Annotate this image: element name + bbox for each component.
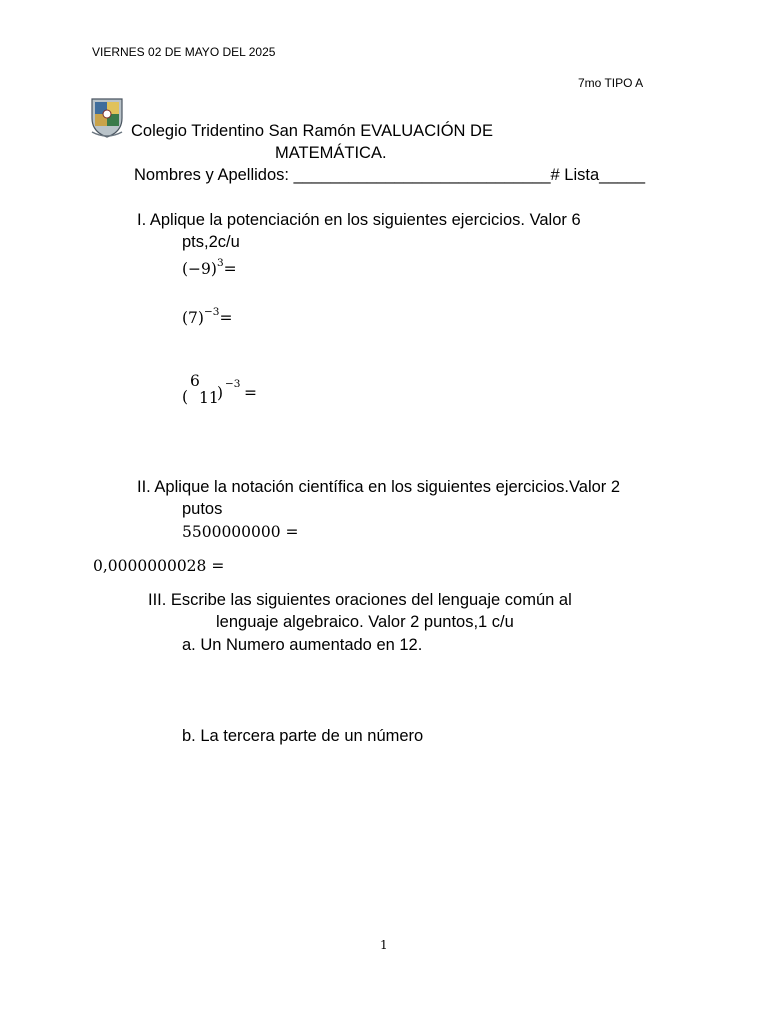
section3-heading-cont: lenguaje algebraico. Valor 2 puntos,1 c/u (216, 613, 514, 631)
scientific-exercise-2: 0,0000000028 = (93, 557, 225, 575)
school-title-line2: MATEMÁTICA. (275, 144, 387, 162)
fraction-denominator: 11 (199, 389, 219, 407)
date-header: VIERNES 02 DE MAYO DEL 2025 (92, 45, 276, 59)
fraction-equals: = (244, 384, 257, 402)
section2-heading: II. Aplique la notación científica en los siguientes ejercicios.Valor 2 (137, 478, 621, 496)
school-title-line1: Colegio Tridentino San Ramón EVALUACIÓN DE (131, 122, 493, 140)
fraction-numerator: 6 (190, 372, 200, 390)
fraction-open-paren: ( (182, 388, 189, 406)
power-exercise-3-fraction (182, 372, 292, 412)
names-label: Nombres y Apellidos: (134, 166, 294, 184)
section3-item-a: a. Un Numero aumentado en 12. (182, 636, 423, 654)
power-exercise-2: $(7)^{-3}=$ (182, 306, 233, 328)
power-exercise-1: $(-9)^3=$ (182, 257, 237, 279)
list-blank[interactable]: _____ (599, 166, 646, 184)
section3-heading: III. Escribe las siguientes oraciones del lenguaje común al (148, 591, 572, 609)
group-label: 7mo TIPO A (578, 76, 644, 90)
student-info-line (134, 166, 645, 185)
fraction-exponent: −3 (225, 378, 241, 390)
fraction-close-paren: ) (217, 384, 224, 402)
section1-heading-cont: pts,2c/u (182, 233, 240, 251)
section3-item-b: b. La tercera parte de un número (182, 727, 424, 745)
names-blank[interactable]: ____________________________ (293, 166, 551, 184)
section2-heading-cont: putos (182, 500, 223, 518)
page-number: 1 (380, 938, 388, 952)
list-label: # Lista (550, 166, 600, 184)
section1-heading: I. Aplique la potenciación en los siguientes ejercicios. Valor 6 (137, 211, 581, 229)
school-crest-logo (90, 96, 124, 138)
scientific-exercise-1: 5500000000 = (182, 523, 299, 541)
